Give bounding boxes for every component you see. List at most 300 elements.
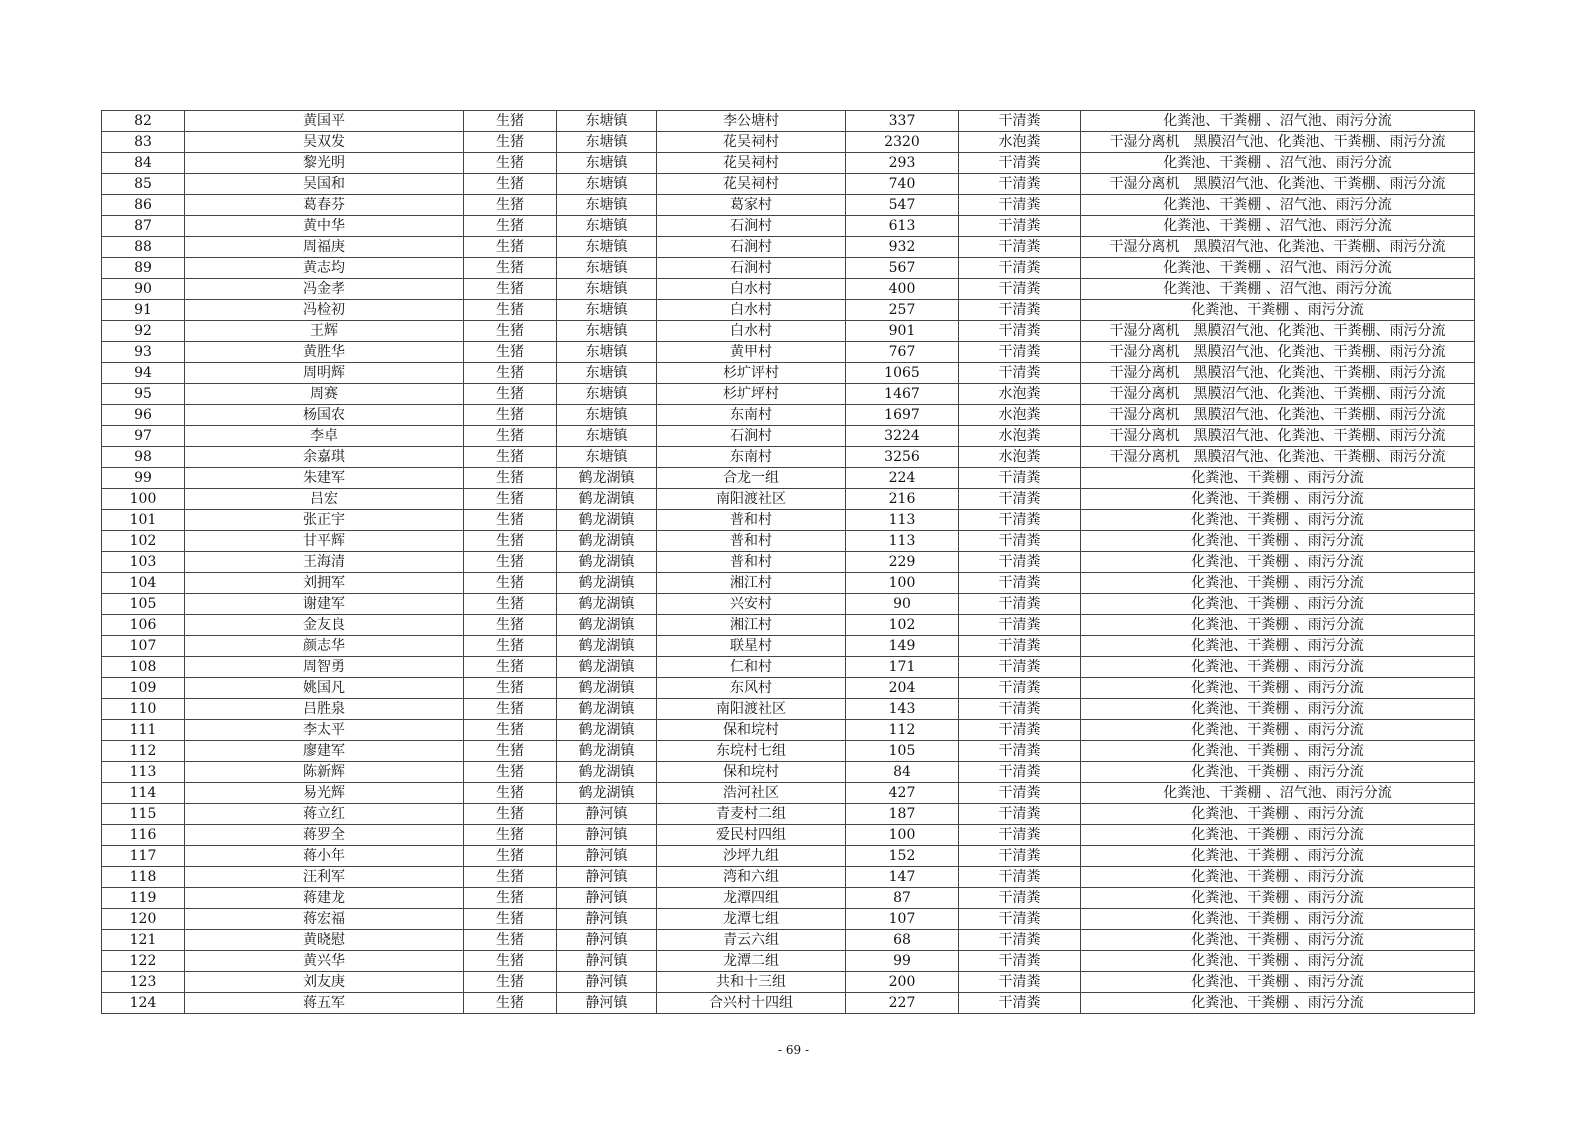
manure-method-cell: 干清粪	[959, 279, 1081, 300]
treatment-facilities-cell: 化粪池、干粪棚 、沼气池、雨污分流	[1081, 111, 1475, 132]
treatment-facilities-cell: 干湿分离机 黑膜沼气池、化粪池、干粪棚、雨污分流	[1081, 384, 1475, 405]
farmer-name-cell: 周福庚	[185, 237, 464, 258]
table-row	[102, 888, 1475, 909]
row-number-cell: 90	[102, 279, 185, 300]
manure-method-cell: 干清粪	[959, 111, 1081, 132]
head-count-cell: 102	[846, 615, 959, 636]
town-cell: 东塘镇	[557, 342, 657, 363]
village-cell: 湾和六组	[657, 867, 846, 888]
village-cell: 合龙一组	[657, 468, 846, 489]
head-count-cell: 227	[846, 993, 959, 1014]
row-number-cell: 119	[102, 888, 185, 909]
treatment-facilities-cell: 化粪池、干粪棚 、雨污分流	[1081, 867, 1475, 888]
town-cell: 东塘镇	[557, 426, 657, 447]
treatment-facilities-cell: 化粪池、干粪棚 、雨污分流	[1081, 804, 1475, 825]
treatment-facilities-cell: 干湿分离机 黑膜沼气池、化粪池、干粪棚、雨污分流	[1081, 237, 1475, 258]
livestock-type-cell: 生猪	[464, 615, 557, 636]
head-count-cell: 229	[846, 552, 959, 573]
manure-method-cell: 干清粪	[959, 237, 1081, 258]
livestock-type-cell: 生猪	[464, 384, 557, 405]
row-number-cell: 87	[102, 216, 185, 237]
farmer-name-cell: 黄兴华	[185, 951, 464, 972]
manure-method-cell: 干清粪	[959, 636, 1081, 657]
town-cell: 东塘镇	[557, 321, 657, 342]
farmer-name-cell: 黎光明	[185, 153, 464, 174]
head-count-cell: 84	[846, 762, 959, 783]
head-count-cell: 100	[846, 573, 959, 594]
farmer-name-cell: 周明辉	[185, 363, 464, 384]
head-count-cell: 767	[846, 342, 959, 363]
manure-method-cell: 干清粪	[959, 195, 1081, 216]
manure-method-cell: 干清粪	[959, 573, 1081, 594]
village-cell: 龙潭七组	[657, 909, 846, 930]
livestock-type-cell: 生猪	[464, 510, 557, 531]
row-number-cell: 124	[102, 993, 185, 1014]
manure-method-cell: 水泡粪	[959, 447, 1081, 468]
village-cell: 花吴祠村	[657, 132, 846, 153]
manure-method-cell: 干清粪	[959, 741, 1081, 762]
row-number-cell: 99	[102, 468, 185, 489]
livestock-type-cell: 生猪	[464, 972, 557, 993]
table-row	[102, 153, 1475, 174]
head-count-cell: 87	[846, 888, 959, 909]
head-count-cell: 2320	[846, 132, 959, 153]
table-row	[102, 993, 1475, 1014]
table-row	[102, 258, 1475, 279]
table-body	[102, 111, 1475, 1014]
head-count-cell: 901	[846, 321, 959, 342]
livestock-type-cell: 生猪	[464, 405, 557, 426]
head-count-cell: 1065	[846, 363, 959, 384]
village-cell: 东垸村七组	[657, 741, 846, 762]
row-number-cell: 106	[102, 615, 185, 636]
village-cell: 仁和村	[657, 657, 846, 678]
manure-method-cell: 干清粪	[959, 888, 1081, 909]
row-number-cell: 98	[102, 447, 185, 468]
livestock-type-cell: 生猪	[464, 783, 557, 804]
farmer-name-cell: 黄胜华	[185, 342, 464, 363]
town-cell: 静河镇	[557, 993, 657, 1014]
manure-method-cell: 干清粪	[959, 657, 1081, 678]
manure-method-cell: 干清粪	[959, 216, 1081, 237]
table-row	[102, 657, 1475, 678]
treatment-facilities-cell: 化粪池、干粪棚 、雨污分流	[1081, 909, 1475, 930]
village-cell: 白水村	[657, 321, 846, 342]
manure-method-cell: 干清粪	[959, 153, 1081, 174]
manure-method-cell: 干清粪	[959, 552, 1081, 573]
row-number-cell: 96	[102, 405, 185, 426]
town-cell: 鹤龙湖镇	[557, 531, 657, 552]
treatment-facilities-cell: 化粪池、干粪棚 、雨污分流	[1081, 930, 1475, 951]
table-row	[102, 405, 1475, 426]
town-cell: 东塘镇	[557, 237, 657, 258]
treatment-facilities-cell: 化粪池、干粪棚 、雨污分流	[1081, 699, 1475, 720]
row-number-cell: 101	[102, 510, 185, 531]
town-cell: 鹤龙湖镇	[557, 468, 657, 489]
manure-method-cell: 干清粪	[959, 804, 1081, 825]
table-row	[102, 363, 1475, 384]
town-cell: 鹤龙湖镇	[557, 741, 657, 762]
row-number-cell: 116	[102, 825, 185, 846]
town-cell: 静河镇	[557, 930, 657, 951]
head-count-cell: 740	[846, 174, 959, 195]
row-number-cell: 113	[102, 762, 185, 783]
head-count-cell: 143	[846, 699, 959, 720]
livestock-type-cell: 生猪	[464, 720, 557, 741]
row-number-cell: 114	[102, 783, 185, 804]
page-number: - 69 -	[777, 1043, 809, 1057]
town-cell: 东塘镇	[557, 132, 657, 153]
town-cell: 东塘镇	[557, 195, 657, 216]
treatment-facilities-cell: 化粪池、干粪棚 、沼气池、雨污分流	[1081, 783, 1475, 804]
head-count-cell: 1697	[846, 405, 959, 426]
table-row	[102, 615, 1475, 636]
village-cell: 东南村	[657, 405, 846, 426]
row-number-cell: 85	[102, 174, 185, 195]
treatment-facilities-cell: 干湿分离机 黑膜沼气池、化粪池、干粪棚、雨污分流	[1081, 405, 1475, 426]
treatment-facilities-cell: 化粪池、干粪棚 、雨污分流	[1081, 573, 1475, 594]
farmer-name-cell: 周赛	[185, 384, 464, 405]
farmer-name-cell: 吕胜泉	[185, 699, 464, 720]
livestock-type-cell: 生猪	[464, 951, 557, 972]
row-number-cell: 95	[102, 384, 185, 405]
row-number-cell: 104	[102, 573, 185, 594]
manure-method-cell: 水泡粪	[959, 405, 1081, 426]
farmer-name-cell: 余嘉琪	[185, 447, 464, 468]
manure-method-cell: 干清粪	[959, 615, 1081, 636]
table-row	[102, 342, 1475, 363]
table-row	[102, 237, 1475, 258]
head-count-cell: 337	[846, 111, 959, 132]
livestock-type-cell: 生猪	[464, 804, 557, 825]
livestock-type-cell: 生猪	[464, 321, 557, 342]
farmer-name-cell: 吕宏	[185, 489, 464, 510]
manure-method-cell: 干清粪	[959, 468, 1081, 489]
treatment-facilities-cell: 干湿分离机 黑膜沼气池、化粪池、干粪棚、雨污分流	[1081, 426, 1475, 447]
town-cell: 静河镇	[557, 888, 657, 909]
manure-method-cell: 干清粪	[959, 699, 1081, 720]
row-number-cell: 110	[102, 699, 185, 720]
village-cell: 共和十三组	[657, 972, 846, 993]
row-number-cell: 117	[102, 846, 185, 867]
farmer-name-cell: 张正宇	[185, 510, 464, 531]
treatment-facilities-cell: 化粪池、干粪棚 、雨污分流	[1081, 468, 1475, 489]
village-cell: 青云六组	[657, 930, 846, 951]
farmer-name-cell: 汪利军	[185, 867, 464, 888]
village-cell: 南阳渡社区	[657, 489, 846, 510]
manure-method-cell: 干清粪	[959, 258, 1081, 279]
village-cell: 李公塘村	[657, 111, 846, 132]
livestock-type-cell: 生猪	[464, 594, 557, 615]
treatment-facilities-cell: 干湿分离机 黑膜沼气池、化粪池、干粪棚、雨污分流	[1081, 174, 1475, 195]
livestock-type-cell: 生猪	[464, 174, 557, 195]
livestock-type-cell: 生猪	[464, 993, 557, 1014]
manure-method-cell: 干清粪	[959, 594, 1081, 615]
farmer-name-cell: 蒋建龙	[185, 888, 464, 909]
livestock-type-cell: 生猪	[464, 909, 557, 930]
town-cell: 鹤龙湖镇	[557, 783, 657, 804]
head-count-cell: 932	[846, 237, 959, 258]
head-count-cell: 113	[846, 531, 959, 552]
farmer-name-cell: 甘平辉	[185, 531, 464, 552]
village-cell: 沙坪九组	[657, 846, 846, 867]
row-number-cell: 93	[102, 342, 185, 363]
treatment-facilities-cell: 干湿分离机 黑膜沼气池、化粪池、干粪棚、雨污分流	[1081, 342, 1475, 363]
farmer-name-cell: 李太平	[185, 720, 464, 741]
head-count-cell: 105	[846, 741, 959, 762]
table-row	[102, 426, 1475, 447]
town-cell: 东塘镇	[557, 216, 657, 237]
farmer-name-cell: 颜志华	[185, 636, 464, 657]
farmer-name-cell: 蒋宏福	[185, 909, 464, 930]
head-count-cell: 567	[846, 258, 959, 279]
row-number-cell: 86	[102, 195, 185, 216]
village-cell: 保和垸村	[657, 720, 846, 741]
treatment-facilities-cell: 化粪池、干粪棚 、雨污分流	[1081, 489, 1475, 510]
table-row	[102, 111, 1475, 132]
treatment-facilities-cell: 干湿分离机 黑膜沼气池、化粪池、干粪棚、雨污分流	[1081, 363, 1475, 384]
row-number-cell: 123	[102, 972, 185, 993]
livestock-type-cell: 生猪	[464, 132, 557, 153]
village-cell: 白水村	[657, 300, 846, 321]
manure-method-cell: 水泡粪	[959, 426, 1081, 447]
farm-records-table	[101, 110, 1475, 1014]
farmer-name-cell: 黄志均	[185, 258, 464, 279]
manure-method-cell: 干清粪	[959, 321, 1081, 342]
village-cell: 普和村	[657, 510, 846, 531]
town-cell: 鹤龙湖镇	[557, 699, 657, 720]
table-row	[102, 132, 1475, 153]
livestock-type-cell: 生猪	[464, 867, 557, 888]
livestock-type-cell: 生猪	[464, 489, 557, 510]
farmer-name-cell: 廖建军	[185, 741, 464, 762]
livestock-type-cell: 生猪	[464, 279, 557, 300]
head-count-cell: 547	[846, 195, 959, 216]
treatment-facilities-cell: 化粪池、干粪棚 、雨污分流	[1081, 657, 1475, 678]
table-row	[102, 699, 1475, 720]
livestock-type-cell: 生猪	[464, 237, 557, 258]
treatment-facilities-cell: 化粪池、干粪棚 、雨污分流	[1081, 636, 1475, 657]
manure-method-cell: 水泡粪	[959, 132, 1081, 153]
head-count-cell: 400	[846, 279, 959, 300]
town-cell: 静河镇	[557, 825, 657, 846]
manure-method-cell: 干清粪	[959, 300, 1081, 321]
livestock-type-cell: 生猪	[464, 741, 557, 762]
table-row	[102, 636, 1475, 657]
table-row	[102, 531, 1475, 552]
table-row	[102, 468, 1475, 489]
livestock-type-cell: 生猪	[464, 153, 557, 174]
row-number-cell: 108	[102, 657, 185, 678]
town-cell: 东塘镇	[557, 447, 657, 468]
town-cell: 静河镇	[557, 867, 657, 888]
village-cell: 合兴村十四组	[657, 993, 846, 1014]
town-cell: 东塘镇	[557, 279, 657, 300]
town-cell: 鹤龙湖镇	[557, 762, 657, 783]
livestock-type-cell: 生猪	[464, 195, 557, 216]
head-count-cell: 293	[846, 153, 959, 174]
head-count-cell: 100	[846, 825, 959, 846]
head-count-cell: 149	[846, 636, 959, 657]
head-count-cell: 1467	[846, 384, 959, 405]
table-row	[102, 720, 1475, 741]
treatment-facilities-cell: 干湿分离机 黑膜沼气池、化粪池、干粪棚、雨污分流	[1081, 132, 1475, 153]
manure-method-cell: 干清粪	[959, 720, 1081, 741]
manure-method-cell: 干清粪	[959, 531, 1081, 552]
head-count-cell: 257	[846, 300, 959, 321]
table-row	[102, 930, 1475, 951]
treatment-facilities-cell: 化粪池、干粪棚 、雨污分流	[1081, 762, 1475, 783]
town-cell: 静河镇	[557, 909, 657, 930]
manure-method-cell: 干清粪	[959, 867, 1081, 888]
row-number-cell: 118	[102, 867, 185, 888]
village-cell: 南阳渡社区	[657, 699, 846, 720]
treatment-facilities-cell: 化粪池、干粪棚 、雨污分流	[1081, 678, 1475, 699]
village-cell: 花吴祠村	[657, 174, 846, 195]
table-row	[102, 762, 1475, 783]
table-row	[102, 384, 1475, 405]
village-cell: 石涧村	[657, 216, 846, 237]
head-count-cell: 113	[846, 510, 959, 531]
town-cell: 鹤龙湖镇	[557, 573, 657, 594]
village-cell: 龙潭四组	[657, 888, 846, 909]
town-cell: 东塘镇	[557, 405, 657, 426]
head-count-cell: 90	[846, 594, 959, 615]
treatment-facilities-cell: 化粪池、干粪棚 、雨污分流	[1081, 951, 1475, 972]
farmer-name-cell: 蒋五军	[185, 993, 464, 1014]
manure-method-cell: 干清粪	[959, 930, 1081, 951]
farmer-name-cell: 蒋罗全	[185, 825, 464, 846]
town-cell: 静河镇	[557, 972, 657, 993]
town-cell: 鹤龙湖镇	[557, 552, 657, 573]
treatment-facilities-cell: 干湿分离机 黑膜沼气池、化粪池、干粪棚、雨污分流	[1081, 447, 1475, 468]
farmer-name-cell: 李卓	[185, 426, 464, 447]
treatment-facilities-cell: 化粪池、干粪棚 、雨污分流	[1081, 888, 1475, 909]
row-number-cell: 109	[102, 678, 185, 699]
village-cell: 花吴祠村	[657, 153, 846, 174]
livestock-type-cell: 生猪	[464, 468, 557, 489]
head-count-cell: 147	[846, 867, 959, 888]
treatment-facilities-cell: 化粪池、干粪棚 、雨污分流	[1081, 741, 1475, 762]
table-row	[102, 279, 1475, 300]
farmer-name-cell: 朱建军	[185, 468, 464, 489]
manure-method-cell: 干清粪	[959, 489, 1081, 510]
table-row	[102, 741, 1475, 762]
head-count-cell: 171	[846, 657, 959, 678]
livestock-type-cell: 生猪	[464, 111, 557, 132]
farmer-name-cell: 陈新辉	[185, 762, 464, 783]
village-cell: 兴安村	[657, 594, 846, 615]
row-number-cell: 92	[102, 321, 185, 342]
town-cell: 鹤龙湖镇	[557, 594, 657, 615]
farmer-name-cell: 蒋小年	[185, 846, 464, 867]
table-row	[102, 174, 1475, 195]
row-number-cell: 115	[102, 804, 185, 825]
treatment-facilities-cell: 化粪池、干粪棚 、雨污分流	[1081, 846, 1475, 867]
manure-method-cell: 干清粪	[959, 846, 1081, 867]
row-number-cell: 82	[102, 111, 185, 132]
farmer-name-cell: 周智勇	[185, 657, 464, 678]
village-cell: 保和垸村	[657, 762, 846, 783]
town-cell: 东塘镇	[557, 300, 657, 321]
village-cell: 杉圹坪村	[657, 384, 846, 405]
treatment-facilities-cell: 化粪池、干粪棚 、沼气池、雨污分流	[1081, 153, 1475, 174]
treatment-facilities-cell: 化粪池、干粪棚 、雨污分流	[1081, 552, 1475, 573]
livestock-type-cell: 生猪	[464, 447, 557, 468]
farmer-name-cell: 黄国平	[185, 111, 464, 132]
manure-method-cell: 干清粪	[959, 825, 1081, 846]
row-number-cell: 105	[102, 594, 185, 615]
town-cell: 鹤龙湖镇	[557, 657, 657, 678]
farmer-name-cell: 谢建军	[185, 594, 464, 615]
treatment-facilities-cell: 化粪池、干粪棚 、雨污分流	[1081, 615, 1475, 636]
head-count-cell: 200	[846, 972, 959, 993]
village-cell: 东南村	[657, 447, 846, 468]
town-cell: 鹤龙湖镇	[557, 636, 657, 657]
manure-method-cell: 干清粪	[959, 909, 1081, 930]
manure-method-cell: 干清粪	[959, 762, 1081, 783]
town-cell: 东塘镇	[557, 363, 657, 384]
farmer-name-cell: 黄晓慰	[185, 930, 464, 951]
head-count-cell: 3256	[846, 447, 959, 468]
head-count-cell: 112	[846, 720, 959, 741]
row-number-cell: 83	[102, 132, 185, 153]
table-row	[102, 951, 1475, 972]
table-row	[102, 909, 1475, 930]
village-cell: 东风村	[657, 678, 846, 699]
manure-method-cell: 干清粪	[959, 993, 1081, 1014]
livestock-type-cell: 生猪	[464, 573, 557, 594]
table-row	[102, 300, 1475, 321]
farmer-name-cell: 王海清	[185, 552, 464, 573]
farmer-name-cell: 蒋立红	[185, 804, 464, 825]
town-cell: 鹤龙湖镇	[557, 678, 657, 699]
town-cell: 东塘镇	[557, 174, 657, 195]
table-row	[102, 783, 1475, 804]
livestock-type-cell: 生猪	[464, 636, 557, 657]
farmer-name-cell: 杨国农	[185, 405, 464, 426]
table-row	[102, 867, 1475, 888]
treatment-facilities-cell: 化粪池、干粪棚 、沼气池、雨污分流	[1081, 195, 1475, 216]
livestock-type-cell: 生猪	[464, 342, 557, 363]
livestock-type-cell: 生猪	[464, 657, 557, 678]
livestock-type-cell: 生猪	[464, 216, 557, 237]
head-count-cell: 427	[846, 783, 959, 804]
table-row	[102, 972, 1475, 993]
head-count-cell: 107	[846, 909, 959, 930]
farmer-name-cell: 黄中华	[185, 216, 464, 237]
row-number-cell: 103	[102, 552, 185, 573]
livestock-type-cell: 生猪	[464, 825, 557, 846]
table-row	[102, 216, 1475, 237]
row-number-cell: 120	[102, 909, 185, 930]
treatment-facilities-cell: 化粪池、干粪棚 、沼气池、雨污分流	[1081, 258, 1475, 279]
table-row	[102, 510, 1475, 531]
farmer-name-cell: 易光辉	[185, 783, 464, 804]
village-cell: 青麦村二组	[657, 804, 846, 825]
village-cell: 石涧村	[657, 237, 846, 258]
town-cell: 静河镇	[557, 804, 657, 825]
farmer-name-cell: 刘拥军	[185, 573, 464, 594]
livestock-type-cell: 生猪	[464, 300, 557, 321]
village-cell: 普和村	[657, 552, 846, 573]
table-row	[102, 552, 1475, 573]
treatment-facilities-cell: 化粪池、干粪棚 、雨污分流	[1081, 993, 1475, 1014]
treatment-facilities-cell: 干湿分离机 黑膜沼气池、化粪池、干粪棚、雨污分流	[1081, 321, 1475, 342]
treatment-facilities-cell: 化粪池、干粪棚 、雨污分流	[1081, 300, 1475, 321]
manure-method-cell: 干清粪	[959, 678, 1081, 699]
head-count-cell: 613	[846, 216, 959, 237]
